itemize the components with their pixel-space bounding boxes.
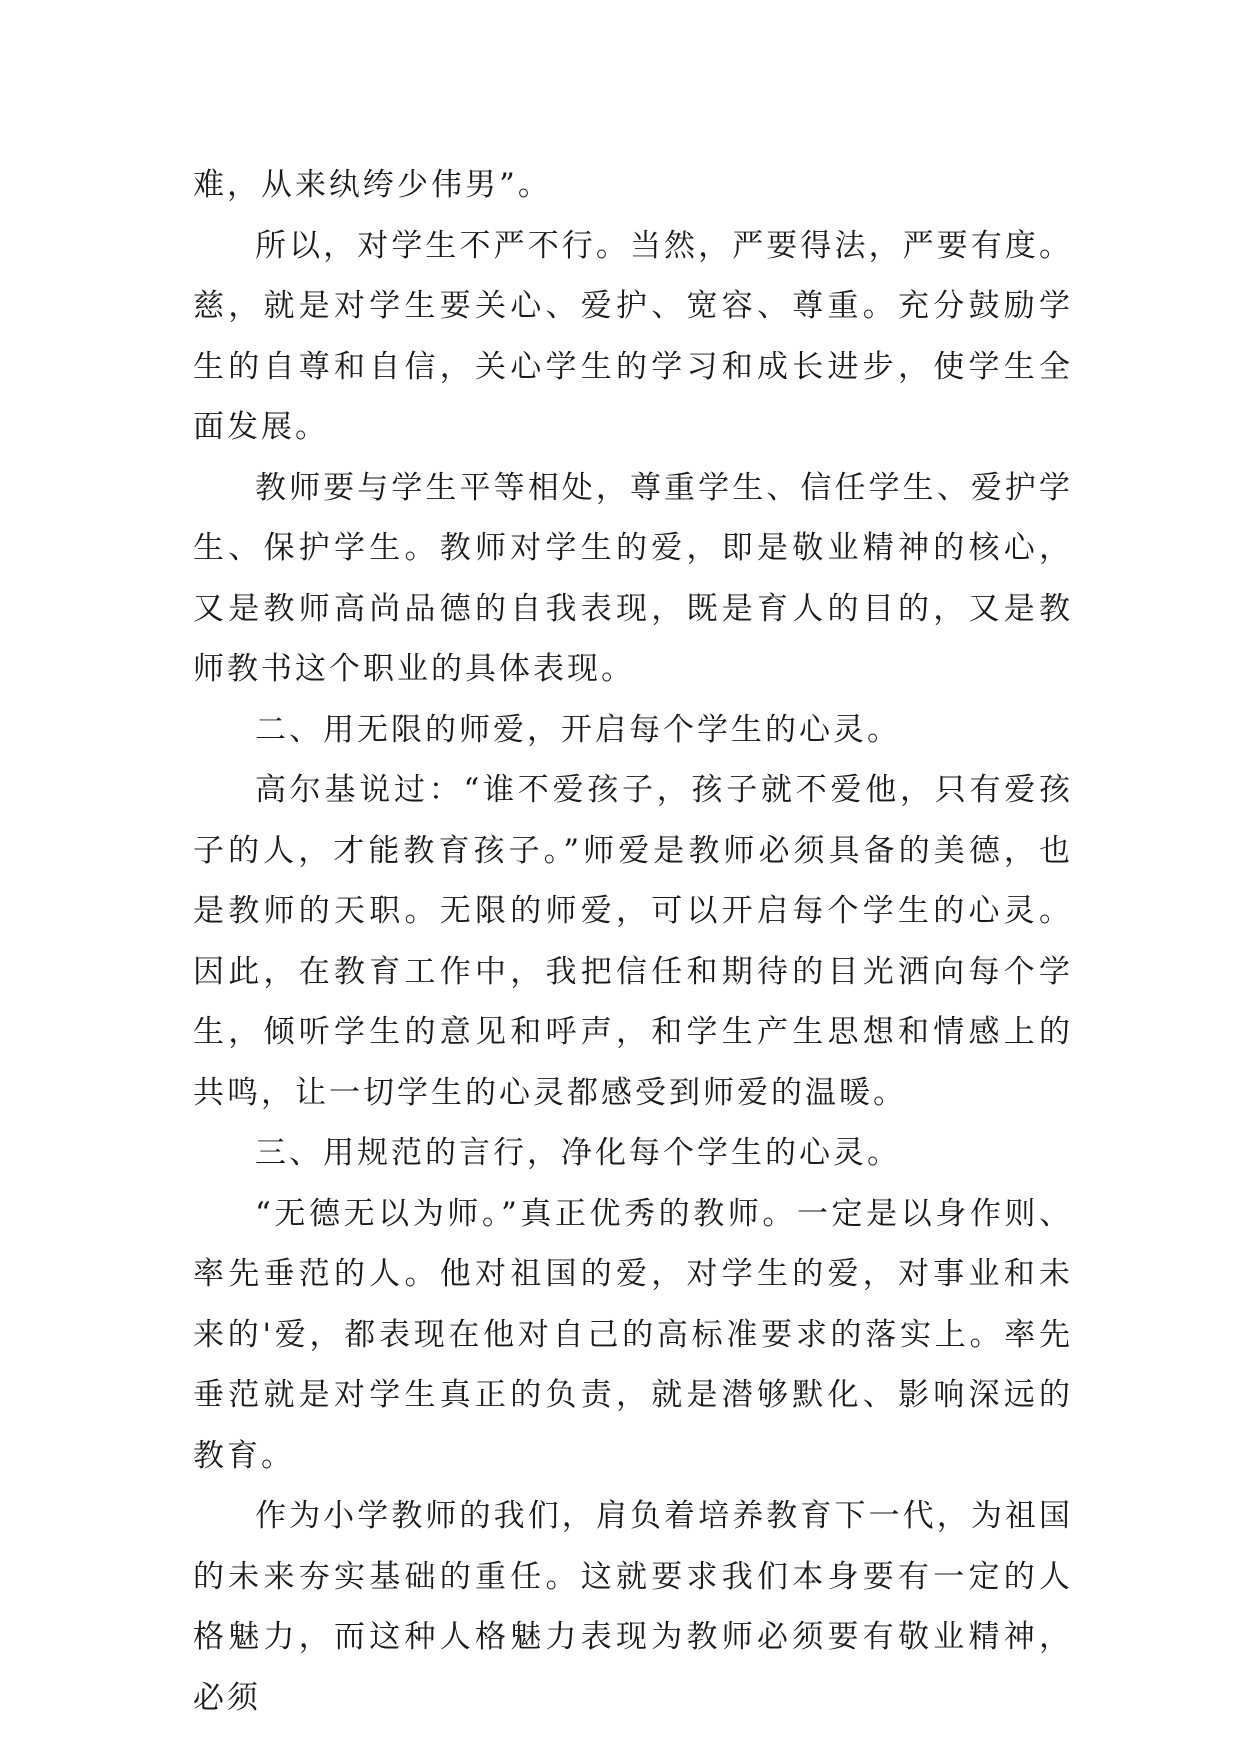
paragraph-continuation: 难，从来纨绔少伟男”。 [193,167,552,203]
paragraph: “无德无以为师。”真正优秀的教师。一定是以身作则、率先垂范的人。他对祖国的爱，对学生的爱，对事业和未来的'爱，都表现在他对自己的高标准要求的落实上。率先垂范就是对学生真正的负责，就是潜够默化、影响深远的教育。 [193,1195,1073,1474]
section-heading: 三、用规范的言行，净化每个学生的心灵。 [255,1135,901,1171]
paragraph: 所以，对学生不严不行。当然，严要得法，严要有度。慈，就是对学生要关心、爱护、宽容、尊重。充分鼓励学生的自尊和自信，关心学生的学习和成长进步，使学生全面发展。 [193,227,1073,445]
section-heading: 二、用无限的师爱，开启每个学生的心灵。 [255,711,901,748]
paragraph: 作为小学教师的我们，肩负着培养教育下一代，为祖国的未来夯实基础的重任。这就要求我们本身要有一定的人格魅力，而这种人格魅力表现为教师必须要有敬业精神，必须 [193,1498,1073,1716]
paragraph: 高尔基说过：“谁不爱孩子，孩子就不爱他，只有爱孩子的人，才能教育孩子。”师爱是教师必须具备的美德，也是教师的天职。无限的师爱，可以开启每个学生的心灵。因此，在教育工作中，我把信任和期待的目光洒向每个学生，倾听学生的意见和呼声，和学生产生思想和情感上的共鸣，让一切学生的心灵都感受到师爱的温暖。 [193,772,1073,1111]
paragraph: 教师要与学生平等相处，尊重学生、信任学生、爱护学生、保护学生。教师对学生的爱，即是敬业精神的核心，又是教师高尚品德的自我表现，既是育人的目的，又是教师教书这个职业的具体表现。 [193,469,1073,687]
document-body [193,155,1073,1728]
